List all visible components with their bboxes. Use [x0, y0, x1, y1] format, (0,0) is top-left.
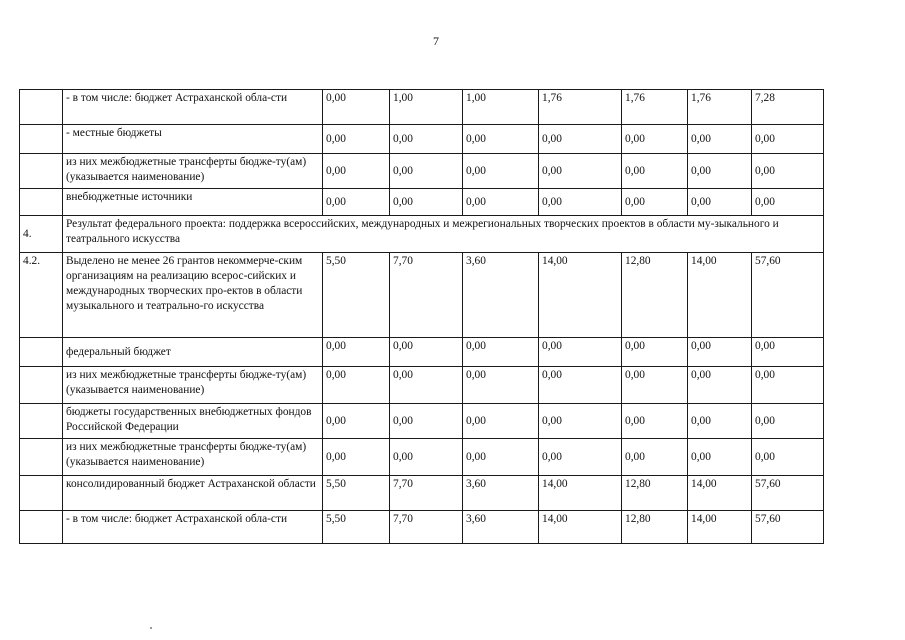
- value-cell: 0,00: [390, 125, 463, 154]
- value-cell: 0,00: [323, 439, 390, 476]
- row-number-cell: [20, 404, 63, 439]
- value-cell: 0,00: [622, 367, 688, 404]
- value-cell: 0,00: [688, 404, 752, 439]
- value-cell: 0,00: [323, 338, 390, 367]
- value-cell: 0,00: [463, 125, 539, 154]
- section-number-cell: 4.: [20, 216, 63, 253]
- value-cell: 0,00: [752, 404, 824, 439]
- row-name-cell: внебюджетные источники: [63, 189, 323, 216]
- row-name-cell: бюджеты государственных внебюджетных фондов Российской Федерации: [63, 404, 323, 439]
- scan-speck: [150, 627, 152, 629]
- section-title-cell: Результат федерального проекта: поддержка всероссийских, международных и межрегиональных творческих проектов в области му-зыкального и театрального искусства: [63, 216, 824, 253]
- value-cell: 0,00: [622, 439, 688, 476]
- row-name-cell: консолидированный бюджет Астраханской области: [63, 476, 323, 511]
- value-cell: 14,00: [539, 476, 622, 511]
- value-cell: 0,00: [390, 338, 463, 367]
- value-cell: 0,00: [752, 338, 824, 367]
- value-cell: 0,00: [390, 189, 463, 216]
- value-cell: 5,50: [323, 253, 390, 338]
- value-cell: 14,00: [539, 253, 622, 338]
- value-cell: 0,00: [463, 404, 539, 439]
- value-cell: 1,76: [539, 90, 622, 125]
- value-cell: 0,00: [539, 404, 622, 439]
- value-cell: 0,00: [463, 439, 539, 476]
- value-cell: 0,00: [622, 125, 688, 154]
- value-cell: 0,00: [622, 404, 688, 439]
- row-number-cell: [20, 90, 63, 125]
- table-body: [20, 90, 824, 544]
- value-cell: 1,76: [622, 90, 688, 125]
- value-cell: 0,00: [622, 189, 688, 216]
- value-cell: 7,70: [390, 476, 463, 511]
- value-cell: 3,60: [463, 253, 539, 338]
- value-cell: 5,50: [323, 476, 390, 511]
- table-row: [20, 367, 824, 404]
- row-number-cell: [20, 125, 63, 154]
- value-cell: 0,00: [688, 125, 752, 154]
- value-cell: 12,80: [622, 476, 688, 511]
- row-name-cell: - в том числе: бюджет Астраханской обла-сти: [63, 90, 323, 125]
- row-name-cell: Выделено не менее 26 грантов некоммерче-ским организациям на реализацию всерос-сийских и международных творческих про-ектов в области музыкального и театрально-го искусства: [63, 253, 323, 338]
- row-name-cell: - местные бюджеты: [63, 125, 323, 154]
- row-number-cell: 4.2.: [20, 253, 63, 338]
- value-cell: 0,00: [323, 189, 390, 216]
- table-row: [20, 476, 824, 511]
- value-cell: 0,00: [622, 154, 688, 189]
- value-cell: 0,00: [539, 189, 622, 216]
- value-cell: 0,00: [688, 439, 752, 476]
- value-cell: 3,60: [463, 511, 539, 544]
- value-cell: 0,00: [752, 189, 824, 216]
- value-cell: 1,76: [688, 90, 752, 125]
- value-cell: 12,80: [622, 253, 688, 338]
- value-cell: 0,00: [688, 367, 752, 404]
- value-cell: 7,70: [390, 253, 463, 338]
- value-cell: 0,00: [390, 367, 463, 404]
- value-cell: 0,00: [688, 154, 752, 189]
- value-cell: 0,00: [463, 154, 539, 189]
- value-cell: 0,00: [539, 338, 622, 367]
- table-row: [20, 439, 824, 476]
- value-cell: 0,00: [539, 125, 622, 154]
- value-cell: 3,60: [463, 476, 539, 511]
- row-number-cell: [20, 189, 63, 216]
- value-cell: 0,00: [688, 189, 752, 216]
- table-row: [20, 189, 824, 216]
- row-name-cell: из них межбюджетные трансферты бюдже-ту(ам) (указывается наименование): [63, 154, 323, 189]
- page-number: 7: [433, 34, 439, 48]
- row-number-cell: [20, 476, 63, 511]
- value-cell: 0,00: [323, 154, 390, 189]
- value-cell: 0,00: [323, 367, 390, 404]
- row-number-cell: [20, 511, 63, 544]
- value-cell: 12,80: [622, 511, 688, 544]
- value-cell: 0,00: [752, 367, 824, 404]
- value-cell: 0,00: [390, 439, 463, 476]
- value-cell: 14,00: [688, 476, 752, 511]
- value-cell: 14,00: [688, 253, 752, 338]
- budget-table: [19, 89, 824, 544]
- row-number-cell: [20, 367, 63, 404]
- value-cell: 1,00: [390, 90, 463, 125]
- section-row: [20, 216, 824, 253]
- value-cell: 57,60: [752, 476, 824, 511]
- value-cell: 0,00: [752, 439, 824, 476]
- row-name-cell: из них межбюджетные трансферты бюдже-ту(ам) (указывается наименование): [63, 439, 323, 476]
- value-cell: 57,60: [752, 511, 824, 544]
- value-cell: 0,00: [539, 439, 622, 476]
- table-row: [20, 511, 824, 544]
- value-cell: 0,00: [688, 338, 752, 367]
- row-name-cell: - в том числе: бюджет Астраханской обла-сти: [63, 511, 323, 544]
- value-cell: 0,00: [539, 367, 622, 404]
- value-cell: 14,00: [539, 511, 622, 544]
- value-cell: 0,00: [752, 154, 824, 189]
- value-cell: 1,00: [463, 90, 539, 125]
- value-cell: 0,00: [390, 154, 463, 189]
- table-row: [20, 154, 824, 189]
- value-cell: 7,70: [390, 511, 463, 544]
- table-row: [20, 338, 824, 367]
- value-cell: 0,00: [463, 367, 539, 404]
- table-row: [20, 125, 824, 154]
- value-cell: 0,00: [539, 154, 622, 189]
- value-cell: 0,00: [463, 189, 539, 216]
- row-number-cell: [20, 338, 63, 367]
- value-cell: 0,00: [323, 404, 390, 439]
- table-row: [20, 404, 824, 439]
- value-cell: 57,60: [752, 253, 824, 338]
- value-cell: 0,00: [323, 90, 390, 125]
- value-cell: 0,00: [622, 338, 688, 367]
- row-name-cell: из них межбюджетные трансферты бюдже-ту(ам) (указывается наименование): [63, 367, 323, 404]
- table-row: [20, 90, 824, 125]
- value-cell: 7,28: [752, 90, 824, 125]
- row-name-cell: федеральный бюджет: [63, 338, 323, 367]
- value-cell: 0,00: [390, 404, 463, 439]
- value-cell: 5,50: [323, 511, 390, 544]
- table-row: [20, 253, 824, 338]
- row-number-cell: [20, 154, 63, 189]
- value-cell: 14,00: [688, 511, 752, 544]
- row-number-cell: [20, 439, 63, 476]
- value-cell: 0,00: [323, 125, 390, 154]
- value-cell: 0,00: [463, 338, 539, 367]
- value-cell: 0,00: [752, 125, 824, 154]
